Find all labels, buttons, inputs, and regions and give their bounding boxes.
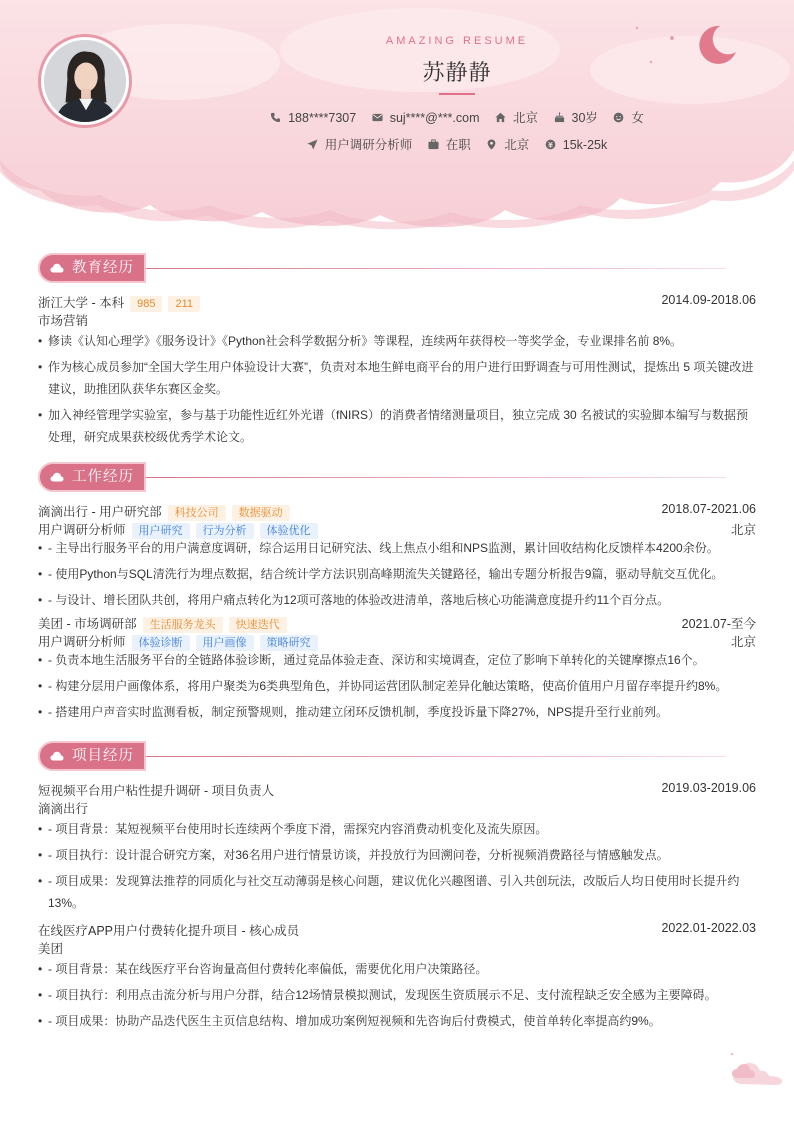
email-info: suj****@***.com <box>372 111 480 125</box>
list-item: • - 项目执行：设计混合研究方案，对36名用户进行情景访谈，并投放行为回溯问卷，分析视频消费路径与情感触发点。 <box>38 844 756 866</box>
project-name: 在线医疗APP用户付费转化提升项目 - 核心成员 <box>38 924 300 938</box>
bullet-list <box>38 958 756 1032</box>
cloud-icon <box>50 751 64 761</box>
job-intent-row <box>0 135 794 153</box>
date-range: 2021.07-至今 <box>681 617 756 631</box>
city-info: 北京 <box>495 108 538 126</box>
job-role: 用户调研分析师 <box>38 635 126 649</box>
major: 市场营销 <box>38 314 89 328</box>
company-name: 美团 - 市场调研部 <box>38 617 137 631</box>
list-item: • - 搭建用户声音实时监测看板，制定预警规则，推动建立闭环反馈机制，季度投诉量下降27%，NPS提升至行业前列。 <box>38 701 756 723</box>
date-range: 2018.07-2021.06 <box>661 502 756 516</box>
name-underline <box>439 93 475 95</box>
briefcase-icon <box>428 139 439 150</box>
section-title-badge: 项目经历 <box>38 741 146 771</box>
section-divider <box>146 268 726 269</box>
location: 北京 <box>730 635 756 649</box>
tag: 985 <box>130 296 162 312</box>
section-header <box>38 253 756 285</box>
section-header <box>38 741 756 773</box>
list-item: • - 项目成果：发现算法推荐的同质化与社交互动薄弱是核心问题，建议优化兴趣图谱、引入共创玩法，改版后人均日使用时长提升约13%。 <box>38 870 756 914</box>
project-org: 滴滴出行 <box>38 802 89 816</box>
list-item: • 作为核心成员参加“全国大学生用户体验设计大赛”，负责对本地生鲜电商平台的用户进行田野调查与可用性测试，提炼出 5 项关键改进建议，助推团队获华东赛区金奖。 <box>38 356 756 400</box>
list-item: • 修读《认知心理学》《服务设计》《Python社会科学数据分析》等课程，连续两年获得校一等奖学金，专业课排名前 8%。 <box>38 330 756 352</box>
contact-row <box>0 108 794 126</box>
bullet-list <box>38 649 756 723</box>
tag: 快速迭代 <box>229 617 287 633</box>
tag: 策略研究 <box>260 635 318 651</box>
work-entry <box>38 501 756 611</box>
cloud-decoration <box>728 1050 788 1090</box>
salary-info: 15k-25k <box>545 138 607 152</box>
school-name: 浙江大学 - 本科 <box>38 296 125 310</box>
tag: 科技公司 <box>168 505 226 521</box>
bullet-list <box>38 330 756 448</box>
age-info: 30岁 <box>554 108 598 126</box>
money-icon <box>545 139 556 150</box>
tag: 用户研究 <box>132 523 190 539</box>
tag: 用户画像 <box>196 635 254 651</box>
section-title-badge: 工作经历 <box>38 462 146 492</box>
projects-section <box>38 741 756 1032</box>
date-range: 2014.09-2018.06 <box>661 293 756 307</box>
tag: 体验优化 <box>260 523 318 539</box>
tag: 行为分析 <box>196 523 254 539</box>
project-entry <box>38 920 756 1032</box>
tag: 生活服务龙头 <box>143 617 223 633</box>
project-org: 美团 <box>38 942 64 956</box>
location-pin-icon <box>486 139 497 150</box>
phone-icon <box>270 112 281 123</box>
work-entry <box>38 613 756 723</box>
list-item: • - 项目背景：某短视频平台使用时长连续两个季度下滑，需探究内容消费动机变化及流失原因。 <box>38 818 756 840</box>
target-city-info: 北京 <box>486 135 529 153</box>
smile-icon <box>613 112 624 123</box>
send-icon <box>307 139 318 150</box>
bullet-list <box>38 818 756 914</box>
list-item: • - 使用Python与SQL清洗行为埋点数据，结合统计学方法识别高峰期流失关键路径，输出专题分析报告9篇，驱动导航交互优化。 <box>38 563 756 585</box>
target-role-info: 用户调研分析师 <box>307 135 413 153</box>
list-item: • - 主导出行服务平台的用户满意度调研，综合运用日记研究法、线上焦点小组和NPS监测，累计回收结构化反馈样本4200余份。 <box>38 537 756 559</box>
cloud-icon <box>50 263 64 273</box>
gender-info: 女 <box>613 108 644 126</box>
list-item: • - 项目背景：某在线医疗平台咨询量高但付费转化率偏低，需要优化用户决策路径。 <box>38 958 756 980</box>
brand-text: AMAZING RESUME <box>385 35 529 47</box>
list-item: • - 与设计、增长团队共创，将用户痛点转化为12项可落地的体验改进清单，落地后核心功能满意度提升约11个百分点。 <box>38 589 756 611</box>
candidate-name: 苏静静 <box>422 60 492 85</box>
list-item: • - 项目成果：协助产品迭代医生主页信息结构、增加成功案例短视频和先咨询后付费模式，使首单转化率提高约9%。 <box>38 1010 756 1032</box>
work-section <box>38 462 756 723</box>
tag: 211 <box>168 296 200 312</box>
education-entry <box>38 292 756 448</box>
project-name: 短视频平台用户粘性提升调研 - 项目负责人 <box>38 784 275 798</box>
cloud-icon <box>50 472 64 482</box>
section-title-badge: 教育经历 <box>38 253 146 283</box>
date-range: 2019.03-2019.06 <box>661 781 756 795</box>
project-entry <box>38 780 756 914</box>
home-icon <box>495 112 506 123</box>
list-item: • - 构建分层用户画像体系，将用户聚类为6类典型角色，并协同运营团队制定差异化触达策略，使高价值用户月留存率提升约8%。 <box>38 675 756 697</box>
date-range: 2022.01-2022.03 <box>661 921 756 935</box>
list-item: • - 项目执行：利用点击流分析与用户分群，结合12场情景模拟测试，发现医生资质展示不足、支付流程缺乏安全感为主要障碍。 <box>38 984 756 1006</box>
list-item: • 加入神经管理学实验室，参与基于功能性近红外光谱（fNIRS）的消费者情绪测量项目，独立完成 30 名被试的实验脚本编写与数据预处理，研究成果获校级优秀学术论文。 <box>38 404 756 448</box>
bullet-list <box>38 537 756 611</box>
status-info: 在职 <box>428 135 471 153</box>
section-divider <box>146 756 726 757</box>
education-section <box>38 253 756 448</box>
header-banner <box>0 0 794 232</box>
company-name: 滴滴出行 - 用户研究部 <box>38 505 162 519</box>
mail-icon <box>372 112 383 123</box>
cake-icon <box>554 112 565 123</box>
location: 北京 <box>730 523 756 537</box>
section-header <box>38 462 756 494</box>
section-divider <box>146 477 726 478</box>
job-role: 用户调研分析师 <box>38 523 126 537</box>
list-item: • - 负责本地生活服务平台的全链路体验诊断，通过竞品体验走查、深访和实境调查，定位了影响下单转化的关键摩擦点16个。 <box>38 649 756 671</box>
tag: 体验诊断 <box>132 635 190 651</box>
phone-info: 188****7307 <box>270 111 356 125</box>
tag: 数据驱动 <box>232 505 290 521</box>
